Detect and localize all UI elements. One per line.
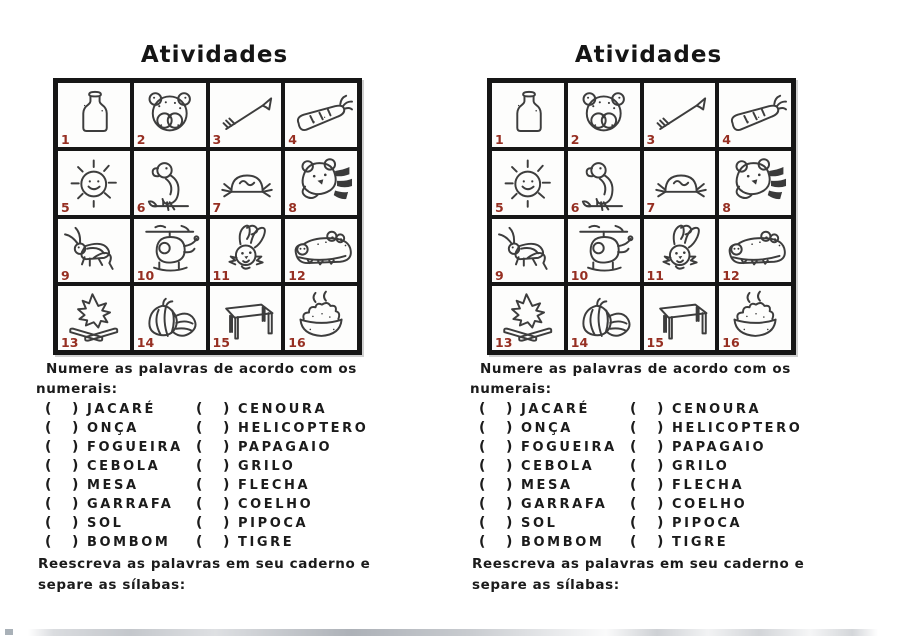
word-row xyxy=(36,418,428,437)
candy-icon xyxy=(212,154,279,211)
word-label: FLECHA xyxy=(238,477,311,493)
word-row xyxy=(470,532,862,551)
word-label: BOMBOM xyxy=(87,534,171,550)
word-entry xyxy=(470,401,630,417)
word-row xyxy=(470,475,862,494)
word-label: COELHO xyxy=(238,496,314,512)
cricket-icon xyxy=(494,222,561,279)
cell-number: 7 xyxy=(646,199,656,215)
picture-grid xyxy=(487,78,796,355)
answer-paren-close: ) xyxy=(657,419,664,436)
instruction-line1: Numere as palavras de acordo com os xyxy=(480,361,791,377)
word-label: FOGUEIRA xyxy=(521,439,617,455)
word-label: COELHO xyxy=(672,496,748,512)
answer-paren-open: ( xyxy=(630,514,637,531)
answer-paren-open: ( xyxy=(630,438,637,455)
answer-paren-close: ) xyxy=(223,419,230,436)
cell-number: 3 xyxy=(646,132,656,147)
cell-number: 7 xyxy=(212,199,222,215)
word-label: GRILO xyxy=(238,458,296,474)
answer-paren-close: ) xyxy=(506,476,513,493)
answer-paren-open: ( xyxy=(479,495,486,512)
word-list xyxy=(470,399,862,551)
grid-cell xyxy=(492,151,564,215)
carrot-icon xyxy=(721,86,788,143)
word-entry xyxy=(630,534,728,550)
answer-paren-open: ( xyxy=(630,495,637,512)
answer-paren-open: ( xyxy=(479,438,486,455)
answer-paren-open: ( xyxy=(479,533,486,550)
grid-cell xyxy=(210,83,282,147)
instruction-line1: Numere as palavras de acordo com os xyxy=(46,361,357,377)
cell-number: 9 xyxy=(61,267,70,283)
word-entry xyxy=(630,477,744,493)
answer-paren-open: ( xyxy=(45,438,52,455)
cell-number: 9 xyxy=(495,267,504,283)
cell-number: 16 xyxy=(288,335,306,350)
word-label: JACARÉ xyxy=(521,401,590,417)
bottle-icon xyxy=(60,86,127,143)
answer-paren-close: ) xyxy=(72,419,79,436)
rewrite-line2: separe as sílabas: xyxy=(38,577,186,593)
cell-number: 11 xyxy=(212,267,230,283)
cell-number: 14 xyxy=(136,335,155,350)
answer-paren-open: ( xyxy=(630,533,637,550)
answer-paren-close: ) xyxy=(657,400,664,417)
answer-paren-close: ) xyxy=(506,514,513,531)
word-label: SOL xyxy=(87,515,124,531)
answer-paren-close: ) xyxy=(657,438,664,455)
worksheet-title: Atividades xyxy=(574,42,723,68)
word-entry xyxy=(196,439,332,455)
answer-paren-open: ( xyxy=(45,457,52,474)
cell-number: 10 xyxy=(136,267,155,283)
answer-paren-open: ( xyxy=(196,476,203,493)
arrow-icon xyxy=(212,86,279,143)
word-label: ONÇA xyxy=(521,420,573,436)
word-label: GRILO xyxy=(672,458,730,474)
grid-cell xyxy=(134,83,206,147)
word-label: CEBOLA xyxy=(521,458,595,474)
word-row xyxy=(470,494,862,513)
word-label: PAPAGAIO xyxy=(672,439,767,455)
word-row xyxy=(36,456,428,475)
cell-number: 4 xyxy=(722,132,731,147)
cell-number: 15 xyxy=(646,335,664,350)
word-entry xyxy=(36,477,196,493)
answer-paren-open: ( xyxy=(196,419,203,436)
word-entry xyxy=(196,458,295,474)
grid-cell xyxy=(285,151,357,215)
arrow-icon xyxy=(646,86,713,143)
bottle-icon xyxy=(494,86,561,143)
answer-paren-close: ) xyxy=(657,476,664,493)
word-entry xyxy=(630,439,766,455)
word-entry xyxy=(196,401,327,417)
grid-cell xyxy=(285,286,357,350)
word-row xyxy=(36,532,428,551)
cell-number: 15 xyxy=(212,335,230,350)
jaguar-icon xyxy=(136,86,203,143)
answer-paren-close: ) xyxy=(223,438,230,455)
answer-paren-open: ( xyxy=(630,457,637,474)
cell-number: 12 xyxy=(288,267,306,283)
cell-number: 12 xyxy=(722,267,740,283)
word-label: FLECHA xyxy=(672,477,745,493)
answer-paren-open: ( xyxy=(196,457,203,474)
word-entry xyxy=(630,515,742,531)
grid-cell xyxy=(492,219,564,283)
sun-icon xyxy=(60,154,127,211)
word-entry xyxy=(196,477,310,493)
cell-number: 6 xyxy=(136,199,146,215)
worksheet-right xyxy=(434,0,868,637)
cell-number: 11 xyxy=(646,267,664,283)
word-label: HELICOPTERO xyxy=(672,420,803,436)
word-row xyxy=(36,513,428,532)
answer-paren-close: ) xyxy=(506,495,513,512)
word-entry xyxy=(470,439,630,455)
cell-number: 14 xyxy=(570,335,589,350)
word-label: FOGUEIRA xyxy=(87,439,183,455)
grid-cell xyxy=(568,286,640,350)
answer-paren-close: ) xyxy=(657,514,664,531)
word-label: TIGRE xyxy=(238,534,295,550)
grid-cell xyxy=(58,151,130,215)
answer-paren-close: ) xyxy=(657,495,664,512)
cell-number: 1 xyxy=(495,132,504,147)
grid-cell xyxy=(568,219,640,283)
word-label: TIGRE xyxy=(672,534,729,550)
word-entry xyxy=(470,458,630,474)
answer-paren-open: ( xyxy=(196,438,203,455)
answer-paren-open: ( xyxy=(45,514,52,531)
instruction-line2: numerais: xyxy=(470,381,552,397)
answer-paren-close: ) xyxy=(223,533,230,550)
parrot-icon xyxy=(570,154,637,211)
cell-number: 5 xyxy=(61,199,70,215)
answer-paren-close: ) xyxy=(72,476,79,493)
scan-artifact-mark xyxy=(5,629,13,635)
grid-cell xyxy=(210,151,282,215)
word-row xyxy=(36,399,428,418)
scan-artifact-bar xyxy=(28,629,878,636)
grid-cell xyxy=(210,286,282,350)
word-row xyxy=(470,399,862,418)
word-entry xyxy=(630,496,747,512)
grid-cell xyxy=(58,286,130,350)
cell-number: 16 xyxy=(722,335,740,350)
answer-paren-close: ) xyxy=(72,514,79,531)
word-entry xyxy=(630,420,802,436)
word-entry xyxy=(196,496,313,512)
answer-paren-open: ( xyxy=(45,419,52,436)
answer-paren-open: ( xyxy=(45,495,52,512)
word-entry xyxy=(36,515,196,531)
word-label: HELICOPTERO xyxy=(238,420,369,436)
word-row xyxy=(470,437,862,456)
answer-paren-open: ( xyxy=(479,400,486,417)
answer-paren-close: ) xyxy=(506,438,513,455)
candy-icon xyxy=(646,154,713,211)
answer-paren-close: ) xyxy=(72,533,79,550)
cell-number: 8 xyxy=(288,199,297,215)
grid-cell xyxy=(134,151,206,215)
word-entry xyxy=(470,477,630,493)
answer-paren-close: ) xyxy=(223,495,230,512)
answer-paren-close: ) xyxy=(506,419,513,436)
answer-paren-open: ( xyxy=(196,495,203,512)
answer-paren-open: ( xyxy=(479,419,486,436)
cell-number: 13 xyxy=(495,335,513,350)
answer-paren-close: ) xyxy=(506,400,513,417)
grid-cell xyxy=(492,286,564,350)
cell-number: 8 xyxy=(722,199,731,215)
answer-paren-open: ( xyxy=(479,476,486,493)
word-entry xyxy=(630,458,729,474)
answer-paren-close: ) xyxy=(72,495,79,512)
answer-paren-close: ) xyxy=(72,438,79,455)
word-entry xyxy=(470,496,630,512)
answer-paren-open: ( xyxy=(45,533,52,550)
word-label: JACARÉ xyxy=(87,401,156,417)
word-entry xyxy=(630,401,761,417)
word-row xyxy=(36,494,428,513)
parrot-icon xyxy=(136,154,203,211)
sun-icon xyxy=(494,154,561,211)
answer-paren-open: ( xyxy=(630,419,637,436)
grid-cell xyxy=(719,219,791,283)
answer-paren-open: ( xyxy=(630,400,637,417)
word-label: SOL xyxy=(521,515,558,531)
answer-paren-close: ) xyxy=(223,457,230,474)
word-label: GARRAFA xyxy=(87,496,174,512)
tiger-icon xyxy=(721,154,788,211)
answer-paren-open: ( xyxy=(479,457,486,474)
cricket-icon xyxy=(60,222,127,279)
word-label: CENOURA xyxy=(238,401,328,417)
word-entry xyxy=(36,458,196,474)
word-list xyxy=(36,399,428,551)
word-row xyxy=(470,456,862,475)
grid-cell xyxy=(719,83,791,147)
carrot-icon xyxy=(287,86,354,143)
word-label: CENOURA xyxy=(672,401,762,417)
answer-paren-open: ( xyxy=(196,400,203,417)
word-label: CEBOLA xyxy=(87,458,161,474)
word-label: MESA xyxy=(521,477,573,493)
grid-cell xyxy=(644,286,716,350)
worksheet-title: Atividades xyxy=(140,42,289,68)
jaguar-icon xyxy=(570,86,637,143)
cell-number: 13 xyxy=(61,335,79,350)
word-entry xyxy=(196,534,294,550)
cell-number: 5 xyxy=(495,199,504,215)
word-entry xyxy=(36,439,196,455)
word-row xyxy=(36,437,428,456)
answer-paren-close: ) xyxy=(657,457,664,474)
cell-number: 2 xyxy=(136,132,146,147)
answer-paren-close: ) xyxy=(657,533,664,550)
word-label: BOMBOM xyxy=(521,534,605,550)
rewrite-line2: separe as sílabas: xyxy=(472,577,620,593)
picture-grid xyxy=(53,78,362,355)
cell-number: 10 xyxy=(570,267,589,283)
answer-paren-close: ) xyxy=(506,533,513,550)
word-entry xyxy=(36,496,196,512)
worksheet-left xyxy=(0,0,434,637)
cell-number: 1 xyxy=(61,132,70,147)
grid-cell xyxy=(719,286,791,350)
word-label: PIPOCA xyxy=(672,515,743,531)
word-entry xyxy=(470,420,630,436)
word-label: PAPAGAIO xyxy=(238,439,333,455)
grid-cell xyxy=(134,286,206,350)
grid-cell xyxy=(285,219,357,283)
answer-paren-open: ( xyxy=(479,514,486,531)
word-label: MESA xyxy=(87,477,139,493)
grid-cell xyxy=(134,219,206,283)
grid-cell xyxy=(719,151,791,215)
answer-paren-close: ) xyxy=(72,457,79,474)
word-row xyxy=(470,418,862,437)
grid-cell xyxy=(644,151,716,215)
grid-cell xyxy=(58,83,130,147)
cell-number: 4 xyxy=(288,132,297,147)
word-row xyxy=(36,475,428,494)
word-entry xyxy=(196,420,368,436)
word-entry xyxy=(470,534,630,550)
answer-paren-open: ( xyxy=(196,514,203,531)
word-entry xyxy=(196,515,308,531)
answer-paren-open: ( xyxy=(45,476,52,493)
grid-cell xyxy=(568,83,640,147)
rewrite-line1: Reescreva as palavras em seu caderno e xyxy=(38,556,371,572)
answer-paren-open: ( xyxy=(45,400,52,417)
word-row xyxy=(470,513,862,532)
grid-cell xyxy=(210,219,282,283)
word-entry xyxy=(36,401,196,417)
answer-paren-close: ) xyxy=(223,400,230,417)
rewrite-line1: Reescreva as palavras em seu caderno e xyxy=(472,556,805,572)
tiger-icon xyxy=(287,154,354,211)
grid-cell xyxy=(644,219,716,283)
answer-paren-close: ) xyxy=(506,457,513,474)
cell-number: 2 xyxy=(570,132,580,147)
word-entry xyxy=(36,420,196,436)
grid-cell xyxy=(568,151,640,215)
word-label: ONÇA xyxy=(87,420,139,436)
word-entry xyxy=(470,515,630,531)
grid-cell xyxy=(492,83,564,147)
grid-cell xyxy=(58,219,130,283)
answer-paren-close: ) xyxy=(223,476,230,493)
answer-paren-close: ) xyxy=(223,514,230,531)
answer-paren-open: ( xyxy=(196,533,203,550)
word-label: GARRAFA xyxy=(521,496,608,512)
answer-paren-open: ( xyxy=(630,476,637,493)
cell-number: 6 xyxy=(570,199,580,215)
word-label: PIPOCA xyxy=(238,515,309,531)
word-entry xyxy=(36,534,196,550)
answer-paren-close: ) xyxy=(72,400,79,417)
cell-number: 3 xyxy=(212,132,222,147)
grid-cell xyxy=(285,83,357,147)
instruction-line2: numerais: xyxy=(36,381,118,397)
grid-cell xyxy=(644,83,716,147)
